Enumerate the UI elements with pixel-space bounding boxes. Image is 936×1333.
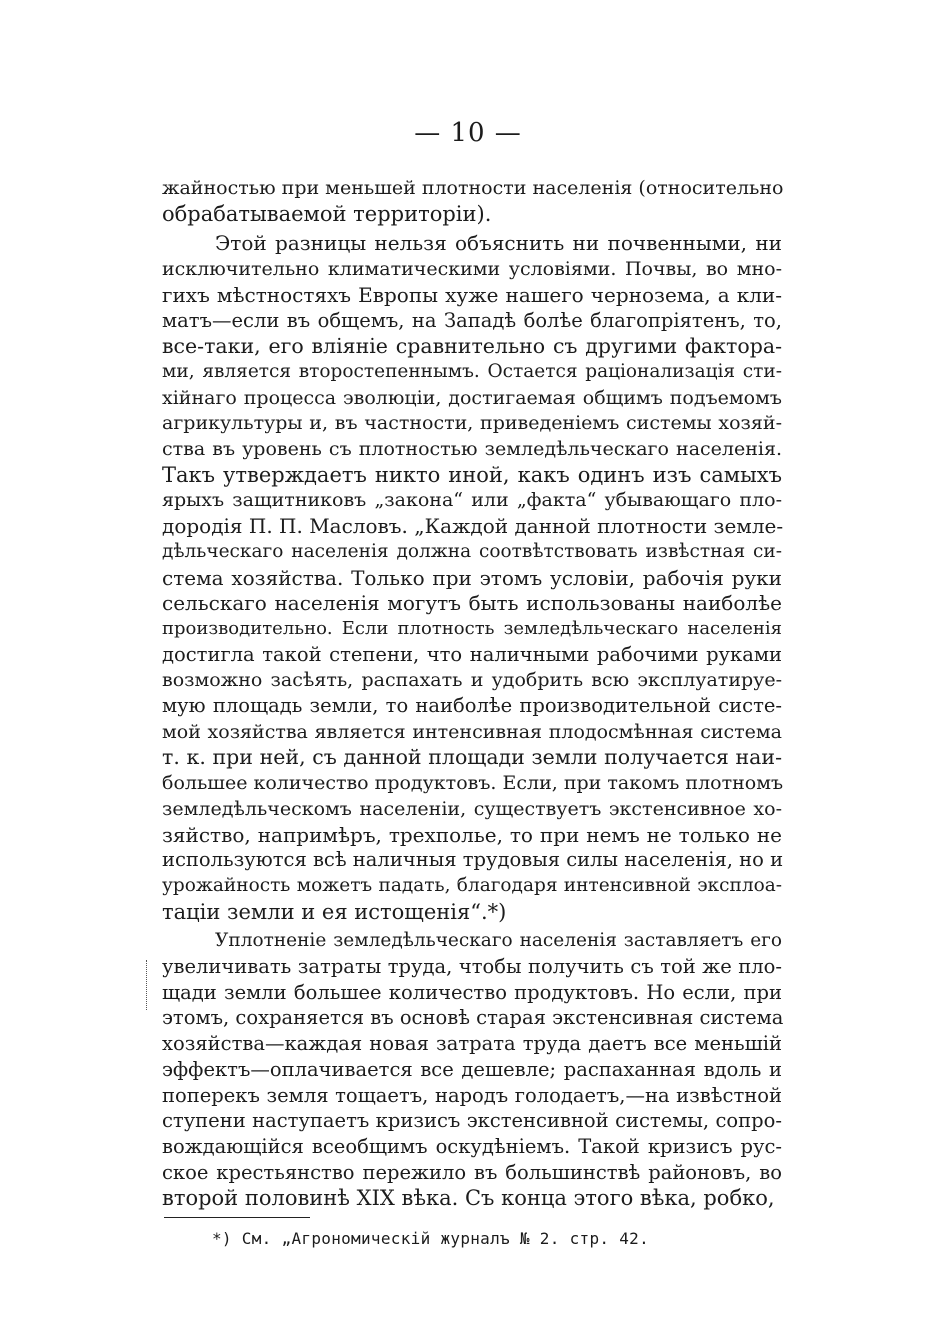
text-line: достигла такой степени, что наличными рабочими руками [162,642,782,666]
text-line: хозяйства—каждая новая затрата труда даетъ все меньшій [162,1032,782,1056]
text-line: Такъ утверждаетъ никто иной, какъ одинъ изъ самыхъ [162,462,782,487]
text-line: ское крестьянство пережило въ большинствѣ районовъ, во [162,1160,782,1184]
text-line: второй половинѣ XIX вѣка. Съ конца этого вѣка, робко, [162,1186,775,1211]
text-line: вождающійся всеобщимъ оскудѣніемъ. Такой кризисъ рус- [162,1134,782,1158]
text-line: производительно. Если плотность земледѣльческаго населенія [162,617,782,639]
text-line: эффектъ—оплачивается все дешевле; распаханная вдоль и [162,1057,782,1081]
text-line: хійнаго процесса эволюціи, достигаемая общимъ подъемомъ [162,386,782,409]
text-line: поперекъ земля тощаетъ, народъ голодаетъ,—на извѣстной [162,1083,782,1107]
text-line: матъ—если въ общемъ, на Западѣ болѣе благопріятенъ, то, [162,308,782,332]
text-line: земледѣльческомъ населеніи, существуетъ экстенсивное хо- [162,797,782,820]
text-line: увеличивать затраты труда, чтобы получить съ той же пло- [162,955,782,978]
text-line: агрикультуры и, въ частности, приведеніемъ системы хозяй- [162,412,782,435]
text-line: мой хозяйства является интенсивная плодосмѣнная система [162,720,782,743]
text-line: ступени наступаетъ кризисъ экстенсивной системы, сопро- [162,1109,782,1133]
text-line: зяйство, напримѣръ, трехполье, то при немъ не только не [162,822,782,847]
text-line: мую площадь земли, то наиболѣе производительной систе- [162,694,782,717]
text-line: возможно засѣять, распахать и удобрить всю эксплуатируе- [162,669,782,692]
footnote: *) См. „Агрономическій журналъ № 2. стр. 42. [212,1229,650,1248]
text-line: используются всѣ наличныя трудовыя силы населенія, но и [162,848,784,872]
text-line: ярыхъ защитниковъ „закона“ или „факта“ убывающаго пло- [162,489,782,512]
text-line: таціи земли и ея истощенія“.*) [162,899,507,924]
text-line: жайностью при меньшей плотности населенія (относительно [162,177,784,199]
text-line: исключительно климатическими условіями. Почвы, во мно- [162,258,782,281]
text-line: ми, является второстепеннымъ. Остается раціонализація сти- [162,360,782,382]
text-line: все-таки, его вліяніе сравнительно съ другими фактора- [162,334,782,359]
text-line: урожайность можетъ падать, благодаря интенсивной эксплоа- [162,874,782,896]
text-line: сельскаго населенія могутъ быть использованы наиболѣе [162,591,782,616]
text-line: гихъ мѣстностяхъ Европы хуже нашего чернозема, а кли- [162,282,782,307]
margin-mark [146,960,147,1010]
page-number: — 10 — [414,118,522,148]
footnote-divider [164,1217,310,1218]
text-line: обрабатываемой территоріи). [162,201,492,226]
text-line: этомъ, сохраняется въ основѣ старая экстенсивная система [162,1006,784,1030]
text-line: Этой разницы нельзя объяснить ни почвенными, ни [215,231,782,256]
text-line: стема хозяйства. Только при этомъ условіи, рабочія руки [162,565,782,590]
text-line: щади земли большее количество продуктовъ. Но если, при [162,980,782,1004]
text-line: дородія П. П. Масловъ. „Каждой данной плотности земле- [162,514,784,539]
text-line: ства въ уровень съ плотностью земледѣльческаго населенія. [162,438,782,460]
text-line: Уплотненіе земледѣльческаго населенія заставляетъ его [215,930,782,952]
text-line: т. к. при ней, съ данной площади земли получается наи- [162,745,782,770]
text-line: дѣльческаго населенія должна соотвѣтствовать извѣстная си- [162,540,782,562]
text-line: большее количество продуктовъ. Если, при такомъ плотномъ [162,772,784,795]
